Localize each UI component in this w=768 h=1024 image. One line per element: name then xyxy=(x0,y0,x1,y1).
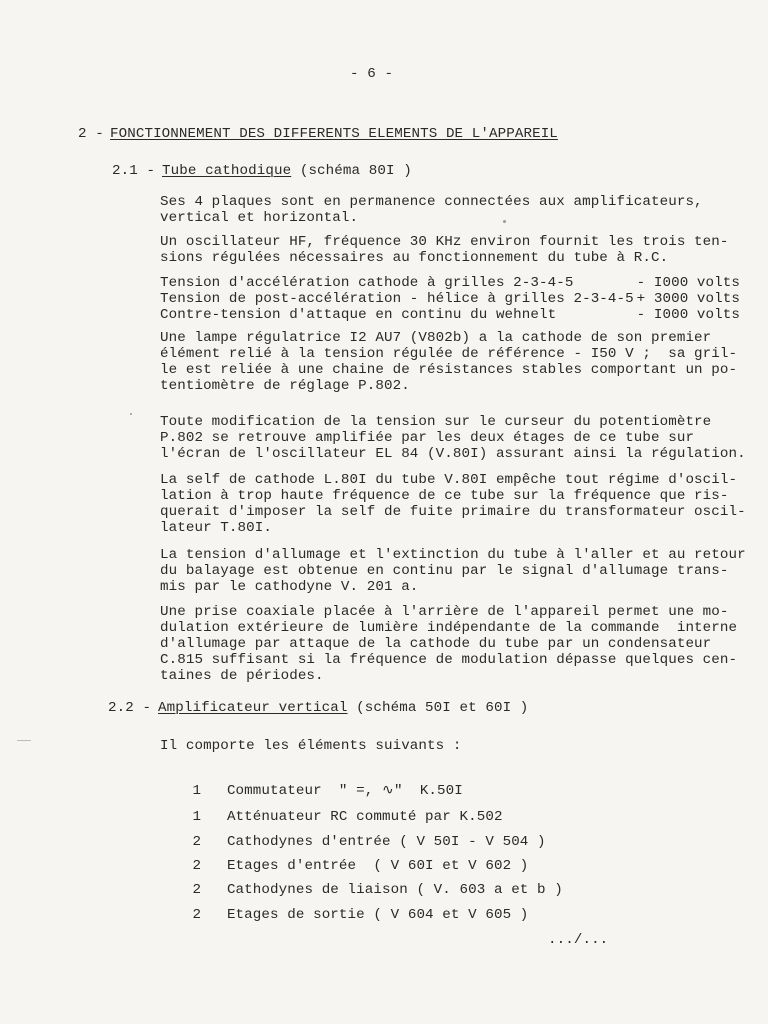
paragraph-line: Un oscillateur HF, fréquence 30 KHz environ fournit les trois ten- xyxy=(160,234,729,250)
item-text: Cathodynes de liaison ( V. 603 a et b ) xyxy=(226,882,563,898)
paragraph-line: P.802 se retrouve amplifiée par les deux étages de ce tube sur xyxy=(160,430,695,446)
paragraph-line: lation à trop haute fréquence de ce tube sur la fréquence que ris- xyxy=(160,488,729,504)
continuation-mark: .../... xyxy=(548,932,609,948)
subsection-2-ref: (schéma 50I et 60I ) xyxy=(347,700,529,716)
item-qty: 2 xyxy=(192,834,202,850)
paragraph-line: élément relié à la tension régulée de référence - I50 V ; sa gril- xyxy=(160,346,738,362)
paragraph-line: La self de cathode L.80I du tube V.80I empêche tout régime d'oscil- xyxy=(160,472,738,488)
subsection-2-number: 2.2 - xyxy=(108,700,152,716)
scan-speck xyxy=(503,220,506,223)
paragraph-line: lateur T.80I. xyxy=(160,520,272,536)
subsection-2-title: Amplificateur vertical xyxy=(158,700,348,716)
subsection-1-number: 2.1 - xyxy=(112,163,156,179)
tension-row xyxy=(160,275,740,291)
paragraph-line: La tension d'allumage et l'extinction du tube à l'aller et au retour xyxy=(160,547,746,563)
paragraph-line: sions régulées nécessaires au fonctionnement du tube à R.C. xyxy=(160,250,669,266)
paragraph-line: mis par le cathodyne V. 201 a. xyxy=(160,579,419,595)
paragraph-line: C.815 suffisant si la fréquence de modulation dépasse quelques cen- xyxy=(160,652,738,668)
paragraph-line: dulation extérieure de lumière indépendante de la commande interne xyxy=(160,620,738,636)
paragraph-line: Toute modification de la tension sur le curseur du potentiomètre xyxy=(160,414,712,430)
paragraph-line: vertical et horizontal. xyxy=(160,210,359,226)
subsection-1-heading xyxy=(162,163,412,179)
item-qty: 1 xyxy=(192,783,202,799)
paragraph-line: Ses 4 plaques sont en permanence connectées aux amplificateurs, xyxy=(160,194,703,210)
list-item xyxy=(158,891,528,939)
item-qty: 2 xyxy=(192,907,202,923)
item-text: Etages d'entrée ( V 60I et V 602 ) xyxy=(226,858,529,874)
tension-label: Contre-tension d'attaque en continu du wehnelt xyxy=(160,307,557,323)
subsection-1-title: Tube cathodique xyxy=(162,163,292,179)
tension-value: - I000 volts xyxy=(636,275,740,291)
subsection-1-ref: (schéma 80I ) xyxy=(291,163,412,179)
paragraph-line: tentiomètre de réglage P.802. xyxy=(160,378,410,394)
tension-row xyxy=(160,307,740,323)
item-text: Commutateur " =, ∿" K.50I xyxy=(226,783,463,799)
item-qty: 2 xyxy=(192,882,202,898)
paragraph-line: du balayage est obtenue en continu par le signal d'allumage trans- xyxy=(160,563,729,579)
item-qty: 2 xyxy=(192,858,202,874)
tension-label: Tension de post-accélération - hélice à grilles 2-3-4-5 xyxy=(160,291,634,307)
tension-row xyxy=(160,291,740,307)
scan-speck xyxy=(17,740,31,741)
paragraph-line: d'allumage par attaque de la cathode du tube par un condensateur xyxy=(160,636,712,652)
item-text: Etages de sortie ( V 604 et V 605 ) xyxy=(226,907,529,923)
scan-speck xyxy=(130,413,132,415)
list-intro: Il comporte les éléments suivants : xyxy=(160,738,462,754)
paragraph-line: querait d'imposer la self de fuite primaire du transformateur oscil- xyxy=(160,504,746,520)
tension-value: - I000 volts xyxy=(636,307,740,323)
paragraph-line: Une lampe régulatrice I2 AU7 (V802b) a la cathode de son premier xyxy=(160,330,712,346)
tension-label: Tension d'accélération cathode à grilles 2-3-4-5 xyxy=(160,275,574,291)
item-qty: 1 xyxy=(192,809,202,825)
tension-value: + 3000 volts xyxy=(636,291,740,307)
subsection-2-heading xyxy=(158,700,528,716)
item-text: Cathodynes d'entrée ( V 50I - V 504 ) xyxy=(226,834,546,850)
section-number: 2 - xyxy=(78,126,104,142)
item-text: Atténuateur RC commuté par K.502 xyxy=(226,809,503,825)
paragraph-line: l'écran de l'oscillateur EL 84 (V.80I) assurant ainsi la régulation. xyxy=(160,446,746,462)
paragraph-line: Une prise coaxiale placée à l'arrière de l'appareil permet une mo- xyxy=(160,604,729,620)
section-title: FONCTIONNEMENT DES DIFFERENTS ELEMENTS DE L'APPAREIL xyxy=(110,126,558,142)
paragraph-line: taines de périodes. xyxy=(160,668,324,684)
page-number: - 6 - xyxy=(350,66,394,82)
paragraph-line: le est reliée à une chaine de résistances stables comportant un po- xyxy=(160,362,738,378)
